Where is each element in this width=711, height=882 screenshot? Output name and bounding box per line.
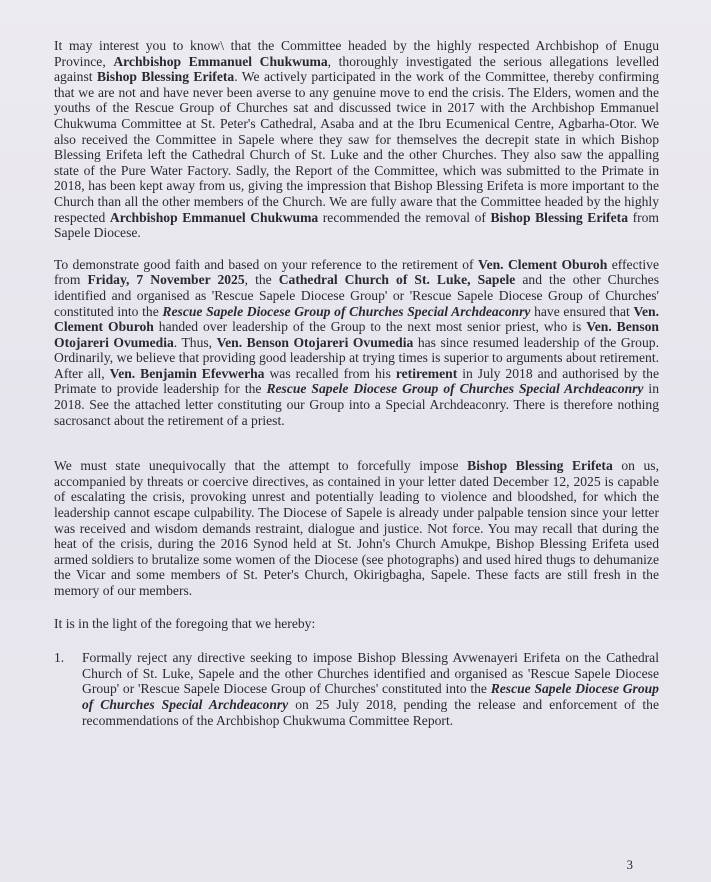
bold-run: Archbishop Emmanuel Chukwuma bbox=[109, 209, 319, 225]
paragraph-resolution-intro bbox=[54, 616, 659, 632]
text-run: Formally reject any directive seeking to impose Bishop Blessing Avwenayeri Erifeta on the Cathedral Church of St. Luke, Sapele and the other Churches identified and organised as 'Rescue Sapele Diocese Group' or 'Rescue Sapele Diocese Group of Churches' constituted into the bbox=[82, 650, 659, 697]
bold-run: Bishop Blessing Erifeta bbox=[490, 209, 629, 225]
text-run: in 2018. See the attached letter constituting our Group into a Special Archdeaconry. There is therefore nothing sacrosanct about the retirement of a priest. bbox=[54, 381, 659, 428]
text-run: It may interest you to know\ that the Committee headed by the highly respected Archbishop of Enugu Province, bbox=[54, 38, 659, 69]
page-number: 3 bbox=[626, 857, 633, 872]
text-run: . We actively participated in the work of the Committee, thereby confirming that we are not and have never been averse to any genuine move to end the crisis. The Elders, women and the youths of the Rescue Group of Churches sat and discussed twice in 2017 with the Archbishop Emmanuel Chukwuma Committee at St. Peter's Cathedral, Asaba and at the Ibru Ecumenical Centre, Agbarha-Otor. We also received the Committee in Sapele where they saw for themselves the decrepit state in which Bishop Blessing Erifeta left the Cathedral Church of St. Luke and the other Churches. They also saw the appalling state of the Pure Water Factory. Sadly, the Report of the Committee, which was submitted to the Primate in 2018, has been kept away from us, giving the impression that Bishop Blessing Erifeta is more important to the Church than all the other members of the Church. We are fully aware that the Committee headed by the highly respected bbox=[54, 69, 660, 225]
text-run: in July 2018 and authorised by the Primate to provide leadership for the bbox=[54, 365, 660, 397]
text-run: effective from bbox=[54, 256, 659, 288]
list-item-number: 1. bbox=[54, 650, 65, 666]
text-run: was recalled from his bbox=[264, 365, 396, 381]
bold-run: retirement bbox=[395, 365, 458, 381]
emphasis-run: Rescue Sapele Diocese Group of Churches Special Archdeaconry bbox=[162, 303, 531, 319]
text-run: . Thus, bbox=[173, 334, 217, 350]
bold-run: Ven. Benson Otojareri Ovumedia bbox=[216, 334, 414, 350]
emphasis-run: Rescue Sapele Diocese Group of Churches Special Archdeaconry bbox=[82, 681, 659, 712]
text-run: has since resumed leadership of the Group. Ordinarily, we believe that providing good leadership at trying times is superior to arguments about retirement. After all, bbox=[54, 334, 659, 381]
bold-run: Bishop Blessing Erifeta bbox=[96, 69, 235, 85]
bold-run: Ven. Benjamin Efevwerha bbox=[109, 365, 265, 381]
text-run: It is in the light of the foregoing that we hereby: bbox=[54, 615, 316, 631]
text-run: on us, accompanied by threats or coercive directives, as contained in your letter dated December 12, 2025 is capable of escalating the crisis, provoking unrest and potentially leading to violence and bloodshed, for which the leadership cannot escape culpability. The Diocese of Sapele is already under palpable tension since your letter was received and wisdom demands restraint, dialogue and justice. Not force. You may recall that during the heat of the crisis, during the 2016 Synod held at St. John's Church Amukpe, Bishop Blessing Erifeta used armed soldiers to brutalize some women of the Diocese (see photographs) and used hired thugs to dehumanize the Vicar and some members of St. Peter's Church, Okirigbagha, Sapele. These facts are still fresh in the memory of our members. bbox=[54, 458, 659, 598]
paragraph-warning bbox=[54, 458, 659, 598]
resolution-list bbox=[54, 650, 659, 728]
text-run: We must state unequivocally that the attempt to forcefully impose bbox=[54, 458, 468, 474]
paragraph-leadership-handover bbox=[54, 257, 659, 429]
bold-run: Bishop Blessing Erifeta bbox=[467, 458, 613, 474]
text-run: , thoroughly investigated the serious allegations levelled against bbox=[54, 53, 659, 85]
text-run: handed over leadership of the Group to the next most senior priest, who is bbox=[153, 319, 587, 335]
text-run: and the other Churches identified and organised as 'Rescue Sapele Diocese Group' or 'Rescue Sapele Diocese Group of Churches' constituted into the bbox=[54, 272, 660, 319]
list-item bbox=[54, 650, 659, 728]
text-run: recommended the removal of bbox=[318, 209, 491, 225]
paragraph-committee-report bbox=[54, 38, 659, 241]
text-run: have ensured that bbox=[530, 303, 634, 319]
emphasis-run: Rescue Sapele Diocese Group of Churches Special Archdeaconry bbox=[266, 381, 644, 397]
text-run: To demonstrate good faith and based on your reference to the retirement of bbox=[54, 256, 478, 272]
text-run: from Sapele Diocese. bbox=[54, 209, 660, 241]
list-item-text bbox=[82, 650, 659, 728]
bold-run: Ven. Clement Oburoh bbox=[54, 303, 659, 335]
bold-run: Friday, 7 November 2025 bbox=[87, 272, 245, 288]
bold-run: Ven. Benson Otojareri Ovumedia bbox=[54, 319, 659, 350]
bold-run: Cathedral Church of St. Luke, Sapele bbox=[278, 272, 516, 288]
text-run: , the bbox=[244, 272, 279, 288]
text-run: on 25 July 2018, pending the release and enforcement of the recommendations of the Archbishop Chukwuma Committee Report. bbox=[82, 696, 659, 728]
bold-run: Ven. Clement Oburoh bbox=[478, 256, 608, 272]
bold-run: Archbishop Emmanuel Chukwuma bbox=[113, 53, 328, 69]
